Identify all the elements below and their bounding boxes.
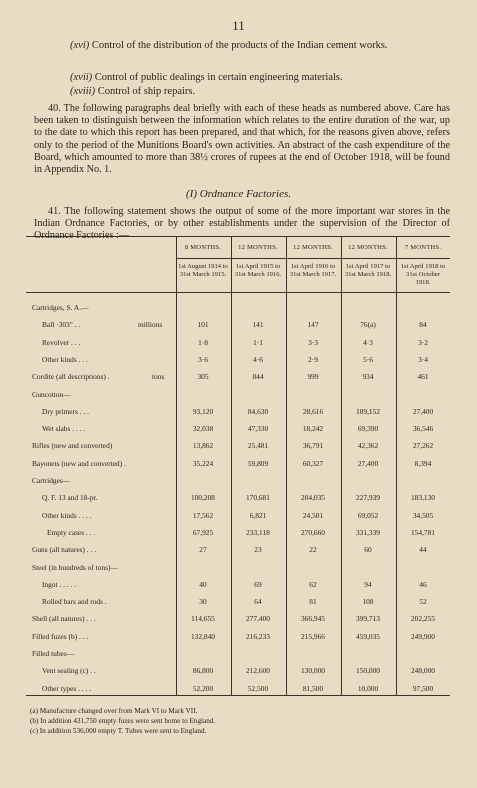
table-cell: 36,791 xyxy=(302,441,324,451)
table-cell: 34,505 xyxy=(412,510,434,520)
footnote-b: (b) In addition 431,750 empty fuzes were sent home to England. xyxy=(30,717,216,725)
row-label: Other kinds . . . xyxy=(42,354,88,364)
table-cell: 216,233 xyxy=(245,631,271,641)
table-cell: 3·2 xyxy=(418,337,428,347)
table-cell: 84 xyxy=(419,320,427,330)
row-label: Revolver . . . xyxy=(42,337,81,347)
footnotes xyxy=(30,706,450,736)
table-cell: 62 xyxy=(309,579,317,589)
table-cell: 42,362 xyxy=(357,441,379,451)
row-label: Filled tubes— xyxy=(32,649,75,658)
table-cell: 60 xyxy=(364,545,372,555)
table-cell: 94 xyxy=(364,579,372,589)
table-cell: 97,500 xyxy=(412,683,434,693)
section-heading: (I) Ordnance Factories. xyxy=(186,188,291,200)
table-cell: 154,781 xyxy=(410,527,436,537)
column-months-header: 12 MONTHS. xyxy=(238,244,278,251)
footnote-c: (c) In addition 536,000 empty T. Tubes were sent to England. xyxy=(30,727,207,735)
item-text: Control of ship repairs. xyxy=(97,86,196,97)
table-cell: 399,713 xyxy=(355,614,381,624)
table-cell: 215,966 xyxy=(300,631,326,641)
row-label: Ingot . . . . . xyxy=(42,579,77,589)
table-cell: 22 xyxy=(309,545,317,555)
list-item-xviii xyxy=(70,86,195,98)
row-label: Wet slabs . . . . xyxy=(42,424,86,434)
table-cell: 81,500 xyxy=(302,683,324,693)
row-label: Cartridges— xyxy=(32,476,71,485)
table-cell: 1·8 xyxy=(198,337,208,347)
table-cell: 27 xyxy=(199,545,207,555)
row-label: Rifles (new and converted) xyxy=(32,441,113,451)
table-cell: 212,600 xyxy=(245,666,271,676)
list-item-xvi xyxy=(70,40,388,52)
row-label: Vent sealing (c) . . xyxy=(42,666,96,676)
item-text: Control of the distribution of the products of the Indian cement works. xyxy=(91,40,388,51)
table-cell: 76(a) xyxy=(360,320,376,330)
row-label: Dry primers . . . xyxy=(42,406,90,416)
table-cell: 60,327 xyxy=(302,458,324,468)
table-cell: 27,262 xyxy=(412,441,434,451)
table-cell: 4·3 xyxy=(363,337,373,347)
table-cell: 35,224 xyxy=(192,458,214,468)
table-cell: 248,000 xyxy=(410,666,436,676)
paragraph-41: 41. The following statement shows the output of some of the more important war stores in the Indian Ordnance Factories, or by other establishments under the supervision of the Director of Ordnance Factories :— xyxy=(34,206,450,242)
table-cell: 52 xyxy=(419,597,427,607)
header-bottom-rule xyxy=(26,292,450,293)
table-cell: 331,339 xyxy=(355,527,381,537)
table-cell: 150,000 xyxy=(355,666,381,676)
page-number: 11 xyxy=(232,18,245,33)
table-cell: 46 xyxy=(419,579,427,589)
table-cell: 47,330 xyxy=(247,424,269,434)
table-cell: 10,000 xyxy=(357,683,379,693)
table-cell: 233,118 xyxy=(246,527,270,537)
row-label: Other kinds . . . . xyxy=(42,510,92,520)
table-top-rule xyxy=(26,236,450,237)
table-cell: 4·6 xyxy=(253,354,263,364)
column-months-header: 12 MONTHS. xyxy=(348,244,388,251)
table-cell: 204,035 xyxy=(300,493,326,503)
column-period-header: 1st April 1917 to 31st March 1918. xyxy=(344,263,392,278)
table-cell: 59,809 xyxy=(247,458,269,468)
table-cell: 18,242 xyxy=(302,424,324,434)
table-cell: 23 xyxy=(254,545,262,555)
table-cell: 32,038 xyxy=(192,424,214,434)
table-cell: 277,400 xyxy=(245,614,271,624)
table-cell: 132,840 xyxy=(190,631,216,641)
table-cell: 5·6 xyxy=(363,354,373,364)
table-cell: 69,390 xyxy=(357,424,379,434)
table-cell: 100,208 xyxy=(190,493,216,503)
table-cell: 459,035 xyxy=(355,631,381,641)
row-label: Other types . . . . xyxy=(42,683,92,693)
paragraph-40: 40. The following paragraphs deal briefly with each of these heads as numbered above. Care has been taken to distinguish between the information which relates to the entire duration of the war, up to the date to which this report has been prepared, and that which, for the reasons given above, refers only to the period of the Munitions Board's own activities. An abstract of the cash expenditure of the Board, which amounted to more than 38½ crores of rupees at the end of October 1918, will be found in Appendix No. 1. xyxy=(34,103,450,176)
table-cell: 25,481 xyxy=(247,441,269,451)
column-period-header: 1st April 1916 to 31st March 1917. xyxy=(289,263,337,278)
table-cell: 109,152 xyxy=(355,406,381,416)
table-cell: 114,655 xyxy=(191,614,215,624)
table-cell: 64 xyxy=(254,597,262,607)
table-cell: 270,660 xyxy=(300,527,326,537)
table-cell: 202,255 xyxy=(410,614,436,624)
table-cell: 101 xyxy=(197,320,209,330)
table-cell: 40 xyxy=(199,579,207,589)
column-period-header: 1st April 1915 to 31st March 1916. xyxy=(234,263,282,278)
column-months-header: 8 MONTHS. xyxy=(184,244,222,251)
table-cell: 86,800 xyxy=(192,666,214,676)
footnote-a: (a) Manufacture changed over from Mark VI to Mark VII. xyxy=(30,707,198,715)
table-cell: 305 xyxy=(197,372,209,382)
table-cell: 227,939 xyxy=(355,493,381,503)
list-item-xvii xyxy=(70,72,343,84)
table-cell: 130,000 xyxy=(300,666,326,676)
table-cell: 44 xyxy=(419,545,427,555)
row-label: Cartridges, S. A.— xyxy=(32,303,89,312)
table-cell: 27,400 xyxy=(412,406,434,416)
table-cell: 52,200 xyxy=(192,683,214,693)
table-cell: 28,616 xyxy=(302,406,324,416)
table-cell: 69,052 xyxy=(357,510,379,520)
row-label: Q. F. 13 and 18-pr. xyxy=(42,493,98,503)
table-cell: 81 xyxy=(309,597,317,607)
table-cell: 84,630 xyxy=(247,406,269,416)
table-cell: 1·1 xyxy=(253,337,263,347)
item-text: Control of public dealings in certain engineering materials. xyxy=(94,72,343,83)
table-cell: 3·6 xyxy=(198,354,208,364)
table-cell: 36,546 xyxy=(412,424,434,434)
row-unit: tons xyxy=(152,372,165,382)
item-number: (xviii) xyxy=(70,86,96,97)
table-cell: 147 xyxy=(307,320,319,330)
header-divider xyxy=(176,258,450,259)
row-label: Guncotton— xyxy=(32,389,71,399)
column-months-header: 7 MONTHS. xyxy=(404,244,442,251)
column-period-header: 1st August 1914 to 31st March 1915. xyxy=(178,263,228,278)
item-number: (xvi) xyxy=(70,40,90,51)
item-number: (xvii) xyxy=(70,72,93,83)
table-cell: 366,945 xyxy=(300,614,326,624)
row-label: Cordite (all descriptions) . xyxy=(32,372,110,382)
row-label: Bayonets (new and converted) . xyxy=(32,458,126,468)
table-cell: 934 xyxy=(362,372,374,382)
table-cell: 52,500 xyxy=(247,683,269,693)
table-cell: 249,900 xyxy=(410,631,436,641)
table-cell: 2·9 xyxy=(308,354,318,364)
table-cell: 3·3 xyxy=(308,337,318,347)
table-cell: 844 xyxy=(252,372,264,382)
row-label: Ball ·303" . . xyxy=(42,320,81,330)
table-cell: 170,681 xyxy=(245,493,271,503)
table-cell: 6,821 xyxy=(249,510,267,520)
table-cell: 141 xyxy=(252,320,264,330)
table-cell: 69 xyxy=(254,579,262,589)
row-label: Rolled bars and rods . xyxy=(42,597,107,607)
table-cell: 13,862 xyxy=(192,441,214,451)
output-table xyxy=(26,236,450,696)
table-cell: 27,400 xyxy=(357,458,379,468)
row-label: Steel (in hundreds of tons)— xyxy=(32,562,118,572)
table-cell: 108 xyxy=(362,597,374,607)
table-cell: 93,120 xyxy=(192,406,214,416)
row-label: Guns (all natures) . . . xyxy=(32,545,97,555)
column-months-header: 12 MONTHS. xyxy=(293,244,333,251)
row-label: Shell (all natures) . . . xyxy=(32,614,96,624)
table-cell: 461 xyxy=(417,372,429,382)
table-cell: 24,501 xyxy=(302,510,324,520)
row-label: Empty cases . . . xyxy=(47,527,96,537)
table-cell: 17,562 xyxy=(192,510,214,520)
table-cell: 3·4 xyxy=(418,354,428,364)
table-cell: 8,394 xyxy=(414,458,432,468)
row-unit: millions xyxy=(138,320,163,330)
table-cell: 67,925 xyxy=(192,527,214,537)
table-bottom-rule xyxy=(26,695,450,696)
table-cell: 999 xyxy=(307,372,319,382)
table-cell: 30 xyxy=(199,597,207,607)
table-cell: 183,130 xyxy=(410,493,436,503)
row-label: Filled fuzes (b) . . . xyxy=(32,631,89,641)
column-period-header: 1st April 1918 to 31st October 1918. xyxy=(400,263,446,286)
